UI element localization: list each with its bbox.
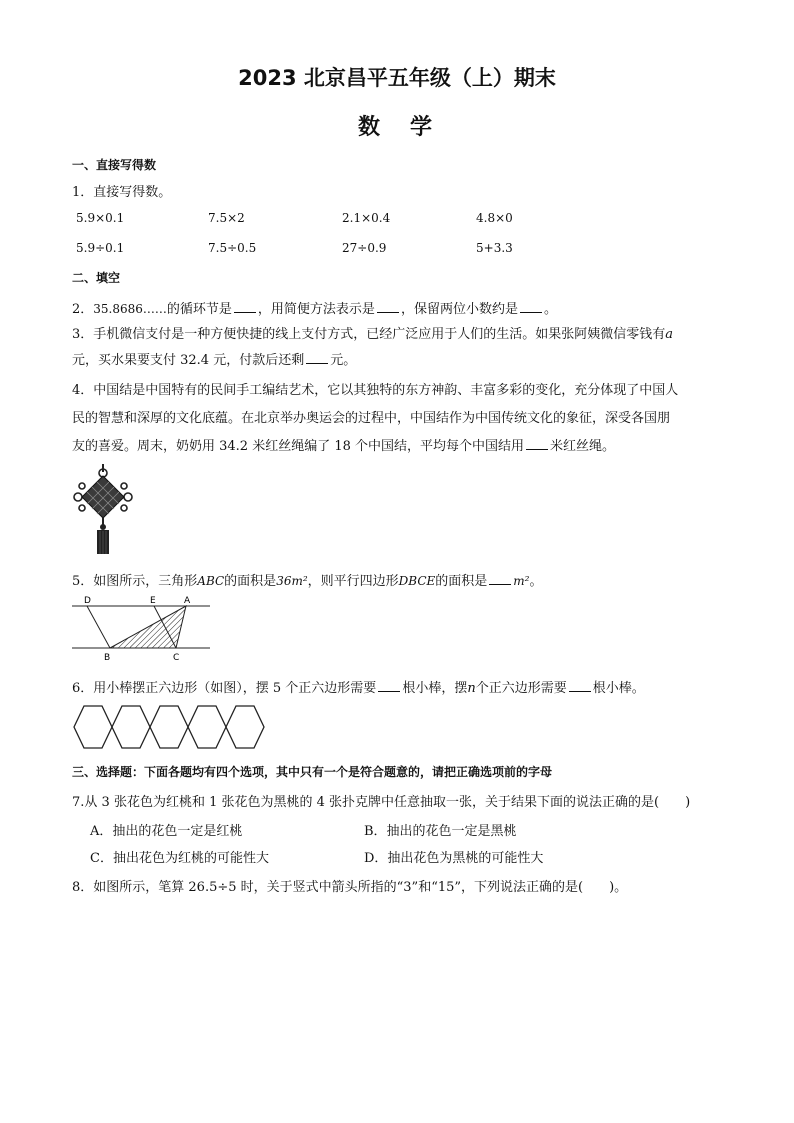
point-label-c: C <box>173 653 180 663</box>
page-title: 2023 北京昌平五年级（上）期末 <box>238 66 556 90</box>
question-1: 1．直接写得数。 <box>72 185 172 200</box>
q5-text: 的面积是 <box>435 574 488 589</box>
q2-text: 。 <box>543 302 557 317</box>
subject-title: 数 学 <box>357 115 436 140</box>
question-3-line2 <box>72 349 356 368</box>
q4-text: 友的喜爱。周末，奶奶用 34.2 米红丝绳编了 18 个中国结，平均每个中国结用 <box>72 439 525 454</box>
point-label-d: D <box>84 596 91 606</box>
q6-text: 6．用小棒摆正六边形（如图），摆 5 个正六边形需要 <box>72 681 377 696</box>
answer-blank[interactable] <box>489 572 511 585</box>
question-8: 8．如图所示，笔算 26.5÷5 时，关于竖式中箭头所指的“3”和“15”，下列说法正确的是( )。 <box>72 880 628 895</box>
point-label-a: A <box>184 596 191 606</box>
q6-text: 个正六边形需要 <box>475 681 567 696</box>
q2-text: ，用简便方法表示是 <box>257 302 375 317</box>
q3-text: 3．手机微信支付是一种方便快捷的线上支付方式，已经广泛应用于人们的生活。如果张阿姨微信零钱有 <box>72 327 666 342</box>
option-b[interactable]: B．抽出的花色一定是黑桃 <box>364 824 517 839</box>
q3-variable: a <box>665 327 674 342</box>
q3-text: 元。 <box>330 353 357 368</box>
point-label-e: E <box>150 596 156 606</box>
calc-item: 4.8×0 <box>476 211 513 225</box>
option-a[interactable]: A．抽出的花色一定是红桃 <box>90 824 243 839</box>
q5-text: 的面积是 <box>224 574 277 589</box>
question-4-line1: 4．中国结是中国特有的民间手工编结艺术，它以其独特的东方神韵、丰富多彩的变化，充分体现了中国人 <box>72 383 679 398</box>
answer-blank[interactable] <box>520 300 542 313</box>
q3-text: 元，买水果要支付 32.4 元，付款后还剩 <box>72 353 305 368</box>
answer-blank[interactable] <box>377 300 399 313</box>
question-3-line1 <box>72 323 673 342</box>
q2-label: 2． <box>72 302 94 317</box>
question-2 <box>72 298 557 317</box>
q2-text: 的循环节是 <box>166 302 232 317</box>
chinese-knot-image <box>70 464 136 556</box>
q5-area-value: 36m² <box>276 574 308 588</box>
section-heading-1: 一、直接写得数 <box>72 158 157 172</box>
q6-variable: n <box>467 681 476 696</box>
calc-item: 7.5÷0.5 <box>208 241 257 255</box>
question-6 <box>72 677 645 696</box>
parallelogram-figure <box>70 594 212 664</box>
q5-unit: m² <box>513 574 530 588</box>
option-c[interactable]: C．抽出花色为红桃的可能性大 <box>90 851 269 866</box>
q5-text: 。 <box>529 574 543 589</box>
calc-item: 5.9×0.1 <box>76 211 125 225</box>
q2-number: 35.8686…… <box>93 302 167 316</box>
q2-text: ，保留两位小数约是 <box>400 302 518 317</box>
answer-blank[interactable] <box>569 679 591 692</box>
point-label-b: B <box>104 653 111 663</box>
q6-text: 根小棒，摆 <box>402 681 468 696</box>
q6-text: 根小棒。 <box>592 681 645 696</box>
q5-triangle-name: ABC <box>197 574 225 588</box>
calc-item: 2.1×0.4 <box>342 211 391 225</box>
answer-blank[interactable] <box>526 437 548 450</box>
calc-item: 27÷0.9 <box>342 241 387 255</box>
question-7: 7.从 3 张花色为红桃和 1 张花色为黑桃的 4 张扑克牌中任意抽取一张，关于结果下面的说法正确的是( ) <box>72 795 691 810</box>
q5-text: ，则平行四边形 <box>307 574 399 589</box>
q5-text: 5．如图所示，三角形 <box>72 574 198 589</box>
hexagon-chain-figure <box>72 703 268 751</box>
q5-parallelogram-name: DBCE <box>398 574 436 588</box>
q4-text: 米红丝绳。 <box>550 439 616 454</box>
answer-blank[interactable] <box>234 300 256 313</box>
section-heading-3: 三、选择题：下面各题均有四个选项，其中只有一个是符合题意的，请把正确选项前的字母 <box>72 765 553 779</box>
question-5 <box>72 570 543 589</box>
calc-item: 7.5×2 <box>208 211 245 225</box>
calc-item: 5.9÷0.1 <box>76 241 125 255</box>
question-4-line3 <box>72 435 615 454</box>
section-heading-2: 二、填空 <box>72 271 121 285</box>
answer-blank[interactable] <box>306 351 328 364</box>
answer-blank[interactable] <box>378 679 400 692</box>
calc-item: 5+3.3 <box>476 241 513 255</box>
option-d[interactable]: D．抽出花色为黑桃的可能性大 <box>364 851 544 866</box>
question-4-line2: 民的智慧和深厚的文化底蕴。在北京举办奥运会的过程中，中国结作为中国传统文化的象征，深受各国朋 <box>72 411 671 426</box>
